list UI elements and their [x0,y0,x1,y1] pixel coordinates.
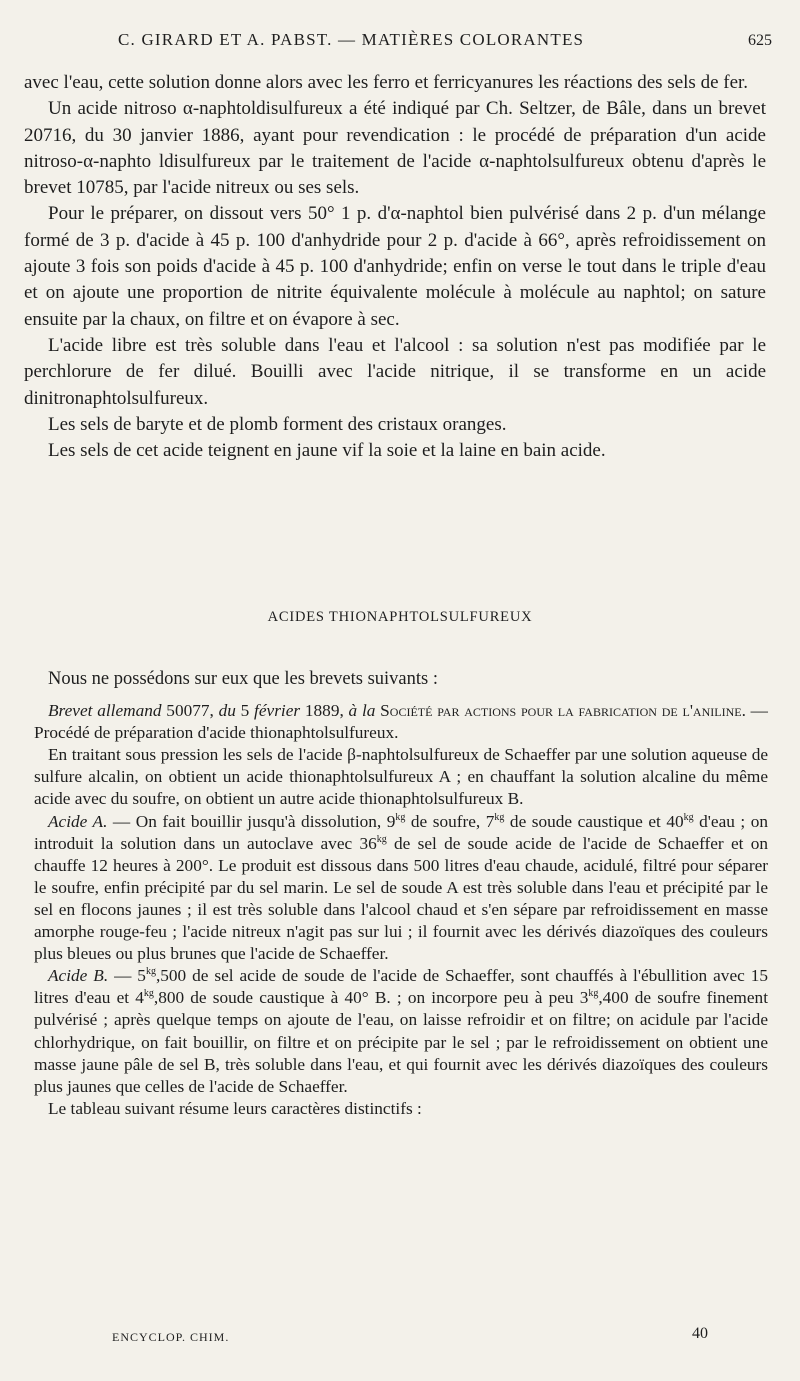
patent-company: Société par actions pour la fabrication de l'aniline. [380,701,746,721]
text-run: de sel de soude acide de l'acide de Schaeffer et on chauffe 12 heures à 200°. Le produit est dissous dans 500 litres d'eau chaude, acidulé, filtré pour séparer le soufre, enfin précipité par du sel marin. Le sel de soude A est très soluble dans l'eau et précipité par le sel en flocons jaunes ; il est très soluble dans l'alcool chaud et s'en sépare par refroidissement en masse amorphe rouge-feu ; l'acide nitreux n'agit pas sur lui ; il fournit avec les dérivés diazoïques des couleurs plus bleues ou plus brunes que l'acide de Schaeffer. [34,833,768,964]
text-run: d'eau ; on introduit la solution dans un autoclave avec 36 [34,811,769,853]
paragraph: Les sels de baryte et de plomb forment des cristaux oranges. [48,413,507,435]
unit-kg: kg [143,988,154,1000]
paragraph: Les sels de cet acide teignent en jaune vif la soie et la laine en bain acide. [48,440,606,462]
patent-title: — Procédé de préparation d'acide thionaphtolsulfureux. [34,701,768,743]
acide-b-label: Acide B. [48,966,109,986]
footer-sheet-number: 40 [692,1325,708,1342]
paragraph: Le tableau suivant résume leurs caractères distinctifs : [48,1098,422,1118]
text-run: ,500 de sel acide de soude de l'acide de Schaeffer, sont chauffés à l'ébullition avec 15 litres d'eau et 4 [34,966,768,1008]
upper-text-block [24,70,766,464]
paragraph: Un acide nitroso α-naphtoldisulfureux a été indiqué par Ch. Seltzer, de Bâle, dans un brevet 20716, du 30 janvier 1886, ayant pour revendication : le procédé de préparation d'un acide nitroso-α-naphto ldisulfureux par le traitement de l'acide α-naphtolsulfureux obtenu d'après le brevet 10785, par l'acide nitreux ou ses sels. [24,98,766,199]
unit-kg: kg [588,988,599,1000]
unit-kg: kg [395,811,406,823]
acide-b-paragraph [34,965,768,1098]
running-title: C. GIRARD ET A. PABST. — MATIÈRES COLORANTES [118,30,585,49]
text-run: de soufre, 7 [405,811,495,831]
paragraph: Pour le préparer, on dissout vers 50° 1 p. d'α-naphtol bien pulvérisé dans 2 p. d'un mélange formé de 3 p. d'acide à 45 p. 100 d'anhydride pour 2 p. d'acide à 66°, après refroidissement on ajoute 3 fois son poids d'acide à 45 p. 100 d'anhydride; enfin on verse le tout dans le triple d'eau et on ajoute une proportion de nitrite équivalente molécule à molécule au naphtol; on sature ensuite par la chaux, on filtre et on évapore à sec. [24,203,766,330]
text-run: de soude caustique et 40 [504,811,684,831]
paragraph: En traitant sous pression les sels de l'acide β-naphtolsulfureux de Schaeffer par une solution aqueuse de sulfure alcalin, on obtient un acide thionaphtolsulfureux A ; en chauffant la solution alcaline du même acide avec du soufre, on obtient un autre acide thionaphtolsulfureux B. [34,745,768,809]
unit-kg: kg [494,811,505,823]
paragraph: avec l'eau, cette solution donne alors avec les ferro et ferricyanures les réactions des sels de fer. [24,72,749,93]
acide-a-paragraph [34,811,768,966]
acide-a-label: Acide A. [48,811,108,831]
intro-paragraph: Nous ne possédons sur eux que les brevets suivants : [48,669,438,689]
paragraph: L'acide libre est très soluble dans l'eau et l'alcool : sa solution n'est pas modifiée par le perchlorure de fer dilué. Bouilli avec l'acide nitrique, il se transforme en un acide dinitronaphtolsulfureux. [24,334,766,409]
patent-du: du [218,701,236,721]
unit-kg: kg [376,833,387,845]
footer-signature: ENCYCLOP. CHIM. [112,1330,230,1344]
patent-lead: Brevet allemand [48,701,162,721]
page-number: 625 [748,32,772,49]
text-run: — 5 [108,966,146,986]
running-header [60,30,772,54]
lower-text-block [34,668,768,1120]
patent-reference [34,700,768,744]
patent-month: février [254,701,301,721]
patent-a-la: à la [348,701,376,721]
text-run: ,800 de soude caustique à 40° B. ; on incorpore peu à peu 3 [153,988,589,1008]
text-run: — On fait bouillir jusqu'à dissolution, 9 [107,811,396,831]
text-run: ,400 de soufre finement pulvérisé ; après quelque temps on ajoute de l'eau, on laisse refroidir et on filtre; on acidule par l'acide chlorhydrique, on fait bouillir, on filtre et on précipite par le sel ; par le refroidissement on obtient une masse jaune pâle de sel B, très soluble dans l'eau, et qui fournit avec les dérivés diazoïques des couleurs plus jaunes que celles de l'acide de Schaeffer. [34,988,768,1096]
unit-kg: kg [145,966,156,978]
patent-year: 1889, [304,701,344,721]
section-heading: ACIDES THIONAPHTOLSULFUREUX [267,609,533,625]
unit-kg: kg [683,811,694,823]
patent-number: 50077, [166,701,214,721]
patent-day: 5 [240,701,250,721]
